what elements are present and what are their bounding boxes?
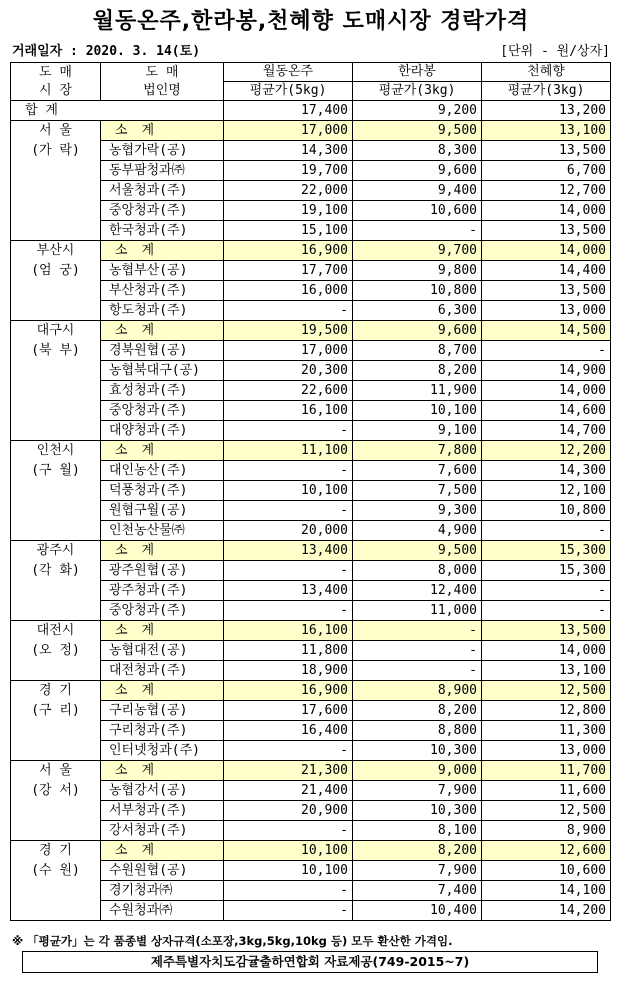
price-cell: -	[482, 521, 611, 541]
price-cell: -	[224, 821, 353, 841]
market-name-line: (북 부)	[31, 343, 80, 358]
price-cell: 14,400	[482, 261, 611, 281]
subtotal-label: 소계	[101, 321, 224, 341]
price-cell: 11,900	[353, 381, 482, 401]
subtotal-label: 소계	[101, 681, 224, 701]
price-cell: 7,900	[353, 781, 482, 801]
market-name-line: 대전시	[36, 623, 75, 638]
subtotal-row	[11, 681, 611, 701]
price-cell: 9,400	[353, 181, 482, 201]
corp-name: 대전청과(주)	[101, 661, 224, 681]
price-cell: 21,400	[224, 781, 353, 801]
corp-name: 수원원협(공)	[101, 861, 224, 881]
corp-name: 대양청과(주)	[101, 421, 224, 441]
corp-name: 경북원협(공)	[101, 341, 224, 361]
table-row	[11, 381, 611, 401]
price-cell: 13,500	[482, 621, 611, 641]
market-name-line: (오 정)	[31, 643, 80, 658]
price-cell: 14,000	[482, 201, 611, 221]
corp-name: 구리청과(주)	[101, 721, 224, 741]
price-cell: 21,300	[224, 761, 353, 781]
price-cell: 12,500	[482, 801, 611, 821]
table-row	[11, 401, 611, 421]
price-cell: 15,300	[482, 541, 611, 561]
corp-name: 중앙청과(주)	[101, 201, 224, 221]
table-row	[11, 161, 611, 181]
price-cell: 10,300	[353, 801, 482, 821]
market-name	[11, 441, 101, 541]
subtotal-row	[11, 241, 611, 261]
corp-name: 중앙청과(주)	[101, 601, 224, 621]
table-row	[11, 481, 611, 501]
market-name-line: 대구시	[36, 323, 75, 338]
corp-name: 수원청과㈜	[101, 901, 224, 921]
market-name-line: (가 락)	[31, 143, 80, 158]
price-cell: 12,100	[482, 481, 611, 501]
price-cell: -	[224, 461, 353, 481]
subtotal-row	[11, 321, 611, 341]
market-name	[11, 681, 101, 761]
price-cell: 10,100	[224, 481, 353, 501]
market-name-line: (구 리)	[31, 703, 80, 718]
market-name	[11, 761, 101, 841]
price-cell: 10,300	[353, 741, 482, 761]
table-row	[11, 261, 611, 281]
price-cell: 14,500	[482, 321, 611, 341]
market-name-line: 인천시	[36, 443, 75, 458]
table-row	[11, 141, 611, 161]
table-row	[11, 601, 611, 621]
price-cell: 9,300	[353, 501, 482, 521]
price-cell: 17,600	[224, 701, 353, 721]
corp-name: 부산청과(주)	[101, 281, 224, 301]
table-row	[11, 721, 611, 741]
corp-name: 농협부산(공)	[101, 261, 224, 281]
price-cell: 8,700	[353, 341, 482, 361]
price-cell: 22,000	[224, 181, 353, 201]
price-cell: 7,400	[353, 881, 482, 901]
page-title: 월동온주,한라봉,천혜향 도매시장 경락가격	[92, 9, 530, 34]
corp-name: 인터넷청과(주)	[101, 741, 224, 761]
price-cell: 8,900	[353, 681, 482, 701]
price-cell: 14,000	[482, 241, 611, 261]
table-row	[11, 561, 611, 581]
market-name-line: 경 기	[39, 683, 72, 698]
table-row	[11, 701, 611, 721]
table-row	[11, 201, 611, 221]
market-name-line: (엄 궁)	[31, 263, 80, 278]
table-row	[11, 521, 611, 541]
price-cell: 7,600	[353, 461, 482, 481]
price-cell: -	[224, 301, 353, 321]
price-cell: 16,100	[224, 621, 353, 641]
table-row	[11, 301, 611, 321]
price-cell: 8,200	[353, 361, 482, 381]
price-table	[10, 62, 611, 921]
price-cell: 14,000	[482, 641, 611, 661]
market-name-line: (수 원)	[31, 863, 80, 878]
table-row	[11, 361, 611, 381]
price-cell: 9,700	[353, 241, 482, 261]
price-cell: 11,800	[224, 641, 353, 661]
table-row	[11, 341, 611, 361]
price-cell: 13,000	[482, 301, 611, 321]
corp-name: 농협북대구(공)	[101, 361, 224, 381]
price-cell: 19,100	[224, 201, 353, 221]
price-cell: 16,100	[224, 401, 353, 421]
unit-label: [단위 - 원/상자]	[500, 44, 610, 59]
price-cell: 13,500	[482, 281, 611, 301]
table-row	[11, 281, 611, 301]
price-cell: 13,500	[482, 141, 611, 161]
corp-name: 서울청과(주)	[101, 181, 224, 201]
total-value: 13,200	[482, 101, 611, 121]
header-market-line2: 시 장	[39, 82, 72, 98]
price-cell: 14,900	[482, 361, 611, 381]
price-cell: -	[482, 601, 611, 621]
total-value: 17,400	[224, 101, 353, 121]
price-cell: 12,600	[482, 841, 611, 861]
price-cell: -	[482, 341, 611, 361]
price-cell: 9,000	[353, 761, 482, 781]
price-cell: 11,100	[224, 441, 353, 461]
price-cell: 10,800	[353, 281, 482, 301]
price-cell: 13,400	[224, 581, 353, 601]
corp-name: 원협구월(공)	[101, 501, 224, 521]
total-label: 합 계	[11, 101, 224, 121]
corp-name: 한국청과(주)	[101, 221, 224, 241]
corp-name: 덕풍청과(주)	[101, 481, 224, 501]
price-cell: 14,100	[482, 881, 611, 901]
footnote: ※ 「평균가」는 각 품종별 상자규격(소포장,3kg,5kg,10kg 등) 모두 환산한 가격임.	[12, 934, 453, 948]
subtotal-row	[11, 541, 611, 561]
price-cell: 9,800	[353, 261, 482, 281]
price-cell: 16,900	[224, 241, 353, 261]
header-spec: 평균가(5kg)	[224, 82, 353, 101]
corp-name: 광주원협(공)	[101, 561, 224, 581]
price-cell: 13,400	[224, 541, 353, 561]
corp-name: 인천농산물㈜	[101, 521, 224, 541]
price-cell: -	[353, 641, 482, 661]
price-cell: 19,700	[224, 161, 353, 181]
price-cell: 8,200	[353, 841, 482, 861]
market-name	[11, 121, 101, 241]
price-cell: 20,000	[224, 521, 353, 541]
header-spec: 평균가(3kg)	[353, 82, 482, 101]
table-row	[11, 421, 611, 441]
price-cell: -	[224, 501, 353, 521]
price-cell: 10,600	[482, 861, 611, 881]
table-header	[11, 63, 611, 101]
price-cell: 18,900	[224, 661, 353, 681]
table-row	[11, 581, 611, 601]
table-row	[11, 781, 611, 801]
subtotal-row	[11, 841, 611, 861]
price-cell: 15,300	[482, 561, 611, 581]
price-cell: -	[224, 561, 353, 581]
price-cell: 10,100	[353, 401, 482, 421]
table-row	[11, 501, 611, 521]
subtotal-row	[11, 121, 611, 141]
table-row	[11, 901, 611, 921]
table-row	[11, 741, 611, 761]
price-cell: 19,500	[224, 321, 353, 341]
price-cell: 10,400	[353, 901, 482, 921]
market-name-line: 부산시	[36, 243, 75, 258]
price-cell: -	[353, 221, 482, 241]
table-row	[11, 821, 611, 841]
price-cell: 13,500	[482, 221, 611, 241]
price-cell: 13,000	[482, 741, 611, 761]
price-cell: 10,800	[482, 501, 611, 521]
price-cell: 8,000	[353, 561, 482, 581]
market-name	[11, 621, 101, 681]
subtotal-label: 소계	[101, 241, 224, 261]
market-name-line: (각 화)	[31, 563, 80, 578]
market-name-line: 서 울	[39, 123, 72, 138]
market-name-line: (강 서)	[31, 783, 80, 798]
price-cell: 12,200	[482, 441, 611, 461]
table-row	[11, 801, 611, 821]
price-cell: 14,700	[482, 421, 611, 441]
price-cell: -	[224, 741, 353, 761]
subtotal-label: 소계	[101, 621, 224, 641]
price-cell: 13,100	[482, 121, 611, 141]
price-cell: 12,400	[353, 581, 482, 601]
price-cell: 16,900	[224, 681, 353, 701]
price-cell: 9,600	[353, 161, 482, 181]
subtotal-label: 소계	[101, 541, 224, 561]
table-row	[11, 461, 611, 481]
price-cell: 15,100	[224, 221, 353, 241]
header-spec: 평균가(3kg)	[482, 82, 611, 101]
corp-name: 효성청과(주)	[101, 381, 224, 401]
subtotal-label: 소계	[101, 841, 224, 861]
subtotal-label: 소계	[101, 761, 224, 781]
total-row	[11, 101, 611, 121]
subtotal-label: 소계	[101, 121, 224, 141]
price-cell: 14,200	[482, 901, 611, 921]
table-row	[11, 221, 611, 241]
corp-name: 서부청과(주)	[101, 801, 224, 821]
price-cell: 9,600	[353, 321, 482, 341]
price-cell: 8,900	[482, 821, 611, 841]
price-cell: 11,300	[482, 721, 611, 741]
price-cell: 8,800	[353, 721, 482, 741]
table-row	[11, 881, 611, 901]
corp-name: 경기청과㈜	[101, 881, 224, 901]
price-cell: 6,700	[482, 161, 611, 181]
price-cell: 13,100	[482, 661, 611, 681]
market-name-line: 경 기	[39, 843, 72, 858]
price-cell: 10,100	[224, 861, 353, 881]
price-cell: 9,500	[353, 541, 482, 561]
corp-name: 농협대전(공)	[101, 641, 224, 661]
market-name	[11, 321, 101, 441]
corp-name: 항도청과(주)	[101, 301, 224, 321]
header-product: 월동온주	[224, 63, 353, 82]
corp-name: 농협가락(공)	[101, 141, 224, 161]
price-cell: 11,000	[353, 601, 482, 621]
price-cell: 11,700	[482, 761, 611, 781]
price-cell: 20,900	[224, 801, 353, 821]
price-cell: 12,700	[482, 181, 611, 201]
price-cell: -	[353, 661, 482, 681]
price-cell: 6,300	[353, 301, 482, 321]
price-cell: 7,900	[353, 861, 482, 881]
table-row	[11, 861, 611, 881]
price-cell: 8,300	[353, 141, 482, 161]
price-cell: -	[224, 881, 353, 901]
trade-date: 거래일자 : 2020. 3. 14(토)	[12, 44, 201, 59]
price-cell: 14,300	[224, 141, 353, 161]
header-corp-line2: 법인명	[143, 82, 181, 98]
header-corp	[101, 63, 224, 101]
price-cell: 10,600	[353, 201, 482, 221]
market-name-line: 서 울	[39, 763, 72, 778]
table-body	[11, 101, 611, 921]
price-cell: -	[353, 621, 482, 641]
header-corp-line1: 도 매	[145, 64, 179, 80]
report-meta	[12, 40, 610, 58]
market-name-line: (구 월)	[31, 463, 80, 478]
price-cell: 14,600	[482, 401, 611, 421]
price-cell: 9,500	[353, 121, 482, 141]
table-row	[11, 181, 611, 201]
price-cell: -	[224, 421, 353, 441]
corp-name: 대인농산(주)	[101, 461, 224, 481]
corp-name: 광주청과(주)	[101, 581, 224, 601]
market-name	[11, 241, 101, 321]
subtotal-row	[11, 621, 611, 641]
price-cell: 9,100	[353, 421, 482, 441]
corp-name: 중앙청과(주)	[101, 401, 224, 421]
price-cell: -	[482, 581, 611, 601]
header-market	[11, 63, 101, 101]
price-cell: 16,400	[224, 721, 353, 741]
price-cell: 22,600	[224, 381, 353, 401]
header-product: 한라봉	[353, 63, 482, 82]
price-cell: 17,000	[224, 121, 353, 141]
corp-name: 구리농협(공)	[101, 701, 224, 721]
price-cell: 14,300	[482, 461, 611, 481]
price-cell: 20,300	[224, 361, 353, 381]
table-row	[11, 661, 611, 681]
market-name	[11, 841, 101, 921]
price-cell: 12,500	[482, 681, 611, 701]
price-cell: 16,000	[224, 281, 353, 301]
price-cell: -	[224, 901, 353, 921]
price-cell: 11,600	[482, 781, 611, 801]
price-cell: 10,100	[224, 841, 353, 861]
price-cell: 17,700	[224, 261, 353, 281]
subtotal-row	[11, 761, 611, 781]
price-cell: 8,100	[353, 821, 482, 841]
corp-name: 동부팜청과㈜	[101, 161, 224, 181]
subtotal-label: 소계	[101, 441, 224, 461]
corp-name: 농협강서(공)	[101, 781, 224, 801]
price-cell: 8,200	[353, 701, 482, 721]
header-market-line1: 도 매	[39, 64, 72, 80]
price-cell: 4,900	[353, 521, 482, 541]
market-name-line: 광주시	[36, 543, 75, 558]
source-credit: 제주특별자치도감귤출하연합회 자료제공(749-2015~7)	[22, 951, 598, 973]
price-cell: 7,800	[353, 441, 482, 461]
price-cell: 17,000	[224, 341, 353, 361]
price-cell: 12,800	[482, 701, 611, 721]
total-value: 9,200	[353, 101, 482, 121]
corp-name: 강서청과(주)	[101, 821, 224, 841]
header-product: 천혜향	[482, 63, 611, 82]
subtotal-row	[11, 441, 611, 461]
market-name	[11, 541, 101, 621]
price-cell: 14,000	[482, 381, 611, 401]
price-cell: 7,500	[353, 481, 482, 501]
price-cell: -	[224, 601, 353, 621]
table-row	[11, 641, 611, 661]
